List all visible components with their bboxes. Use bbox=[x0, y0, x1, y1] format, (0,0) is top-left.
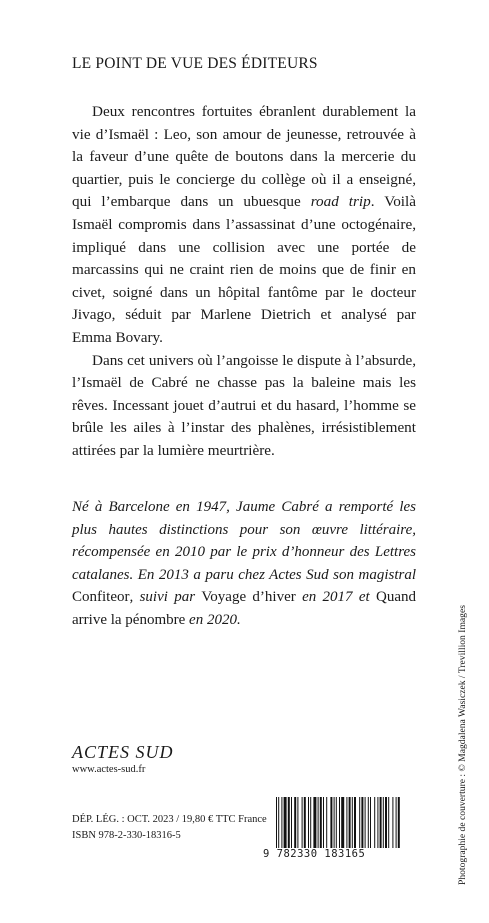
publisher-logo: ACTES SUD bbox=[72, 742, 174, 762]
bio-text: , suivi par bbox=[129, 589, 202, 606]
author-bio bbox=[72, 496, 416, 632]
barcode-digits: 9 782330 183165 bbox=[263, 848, 366, 860]
page-title: LE POINT DE VUE DES ÉDITEURS bbox=[72, 55, 318, 72]
book-title: Voyage d’hiver bbox=[201, 589, 296, 606]
blurb-paragraph-2: Dans cet univers où l’angoisse le dispute à l’absurde, l’Ismaël de Cabré ne chasse pas la baleine mais les rêves. Incessant jouet d’autrui et du hasard, l’homme se brûle les ailes à l’instar des phalènes, irrésistiblement attirées par la lumière meurtrière. bbox=[72, 351, 416, 459]
blurb-paragraph-1 bbox=[72, 101, 416, 350]
legal-info bbox=[72, 812, 267, 844]
blurb-italic-term: road trip bbox=[310, 193, 371, 211]
publisher-blurb bbox=[72, 101, 416, 463]
bio-text: en 2020. bbox=[185, 611, 241, 628]
book-title: Confiteor bbox=[72, 589, 130, 606]
barcode bbox=[276, 797, 416, 848]
photo-credit: Photographie de couverture : © Magdalena Wasiczek / Trevillion Images bbox=[457, 605, 468, 885]
bio-text: en 2017 et bbox=[295, 589, 377, 606]
blurb-text: . Voilà Ismaël compromis dans l’assassinat d’une octogénaire, impliqué dans une collision avec une portée de marcassins qui ne craint rien de moins que de finir en civet, soigné dans un hôpital fantôme par le docteur Jivago, séduit par Marlene Dietrich et analysé par Emma Bovary. bbox=[72, 193, 416, 346]
legal-deposit: DÉP. LÉG. : OCT. 2023 / 19,80 € TTC France bbox=[72, 814, 267, 825]
blurb-text: Deux rencontres fortuites ébranlent durablement la vie d’Ismaël : Leo, son amour de jeunesse, retrouvée à la faveur d’une quête de boutons dans la mercerie du quartier, puis le concierge du collège où il a enseigné, qui l’embarque dans un ubuesque bbox=[72, 103, 416, 211]
isbn: ISBN 978-2-330-18316-5 bbox=[72, 830, 181, 841]
bio-text: Né à Barcelone en 1947, Jaume Cabré a remporté les plus hautes distinctions pour son œuvre littéraire, récompensée en 2010 par le prix d’honneur des Lettres catalanes. En 2013 a paru chez Actes Sud son magistral bbox=[72, 499, 416, 583]
book-title: Quand arrive la pénombre bbox=[72, 589, 417, 628]
publisher-website: www.actes-sud.fr bbox=[72, 764, 146, 775]
